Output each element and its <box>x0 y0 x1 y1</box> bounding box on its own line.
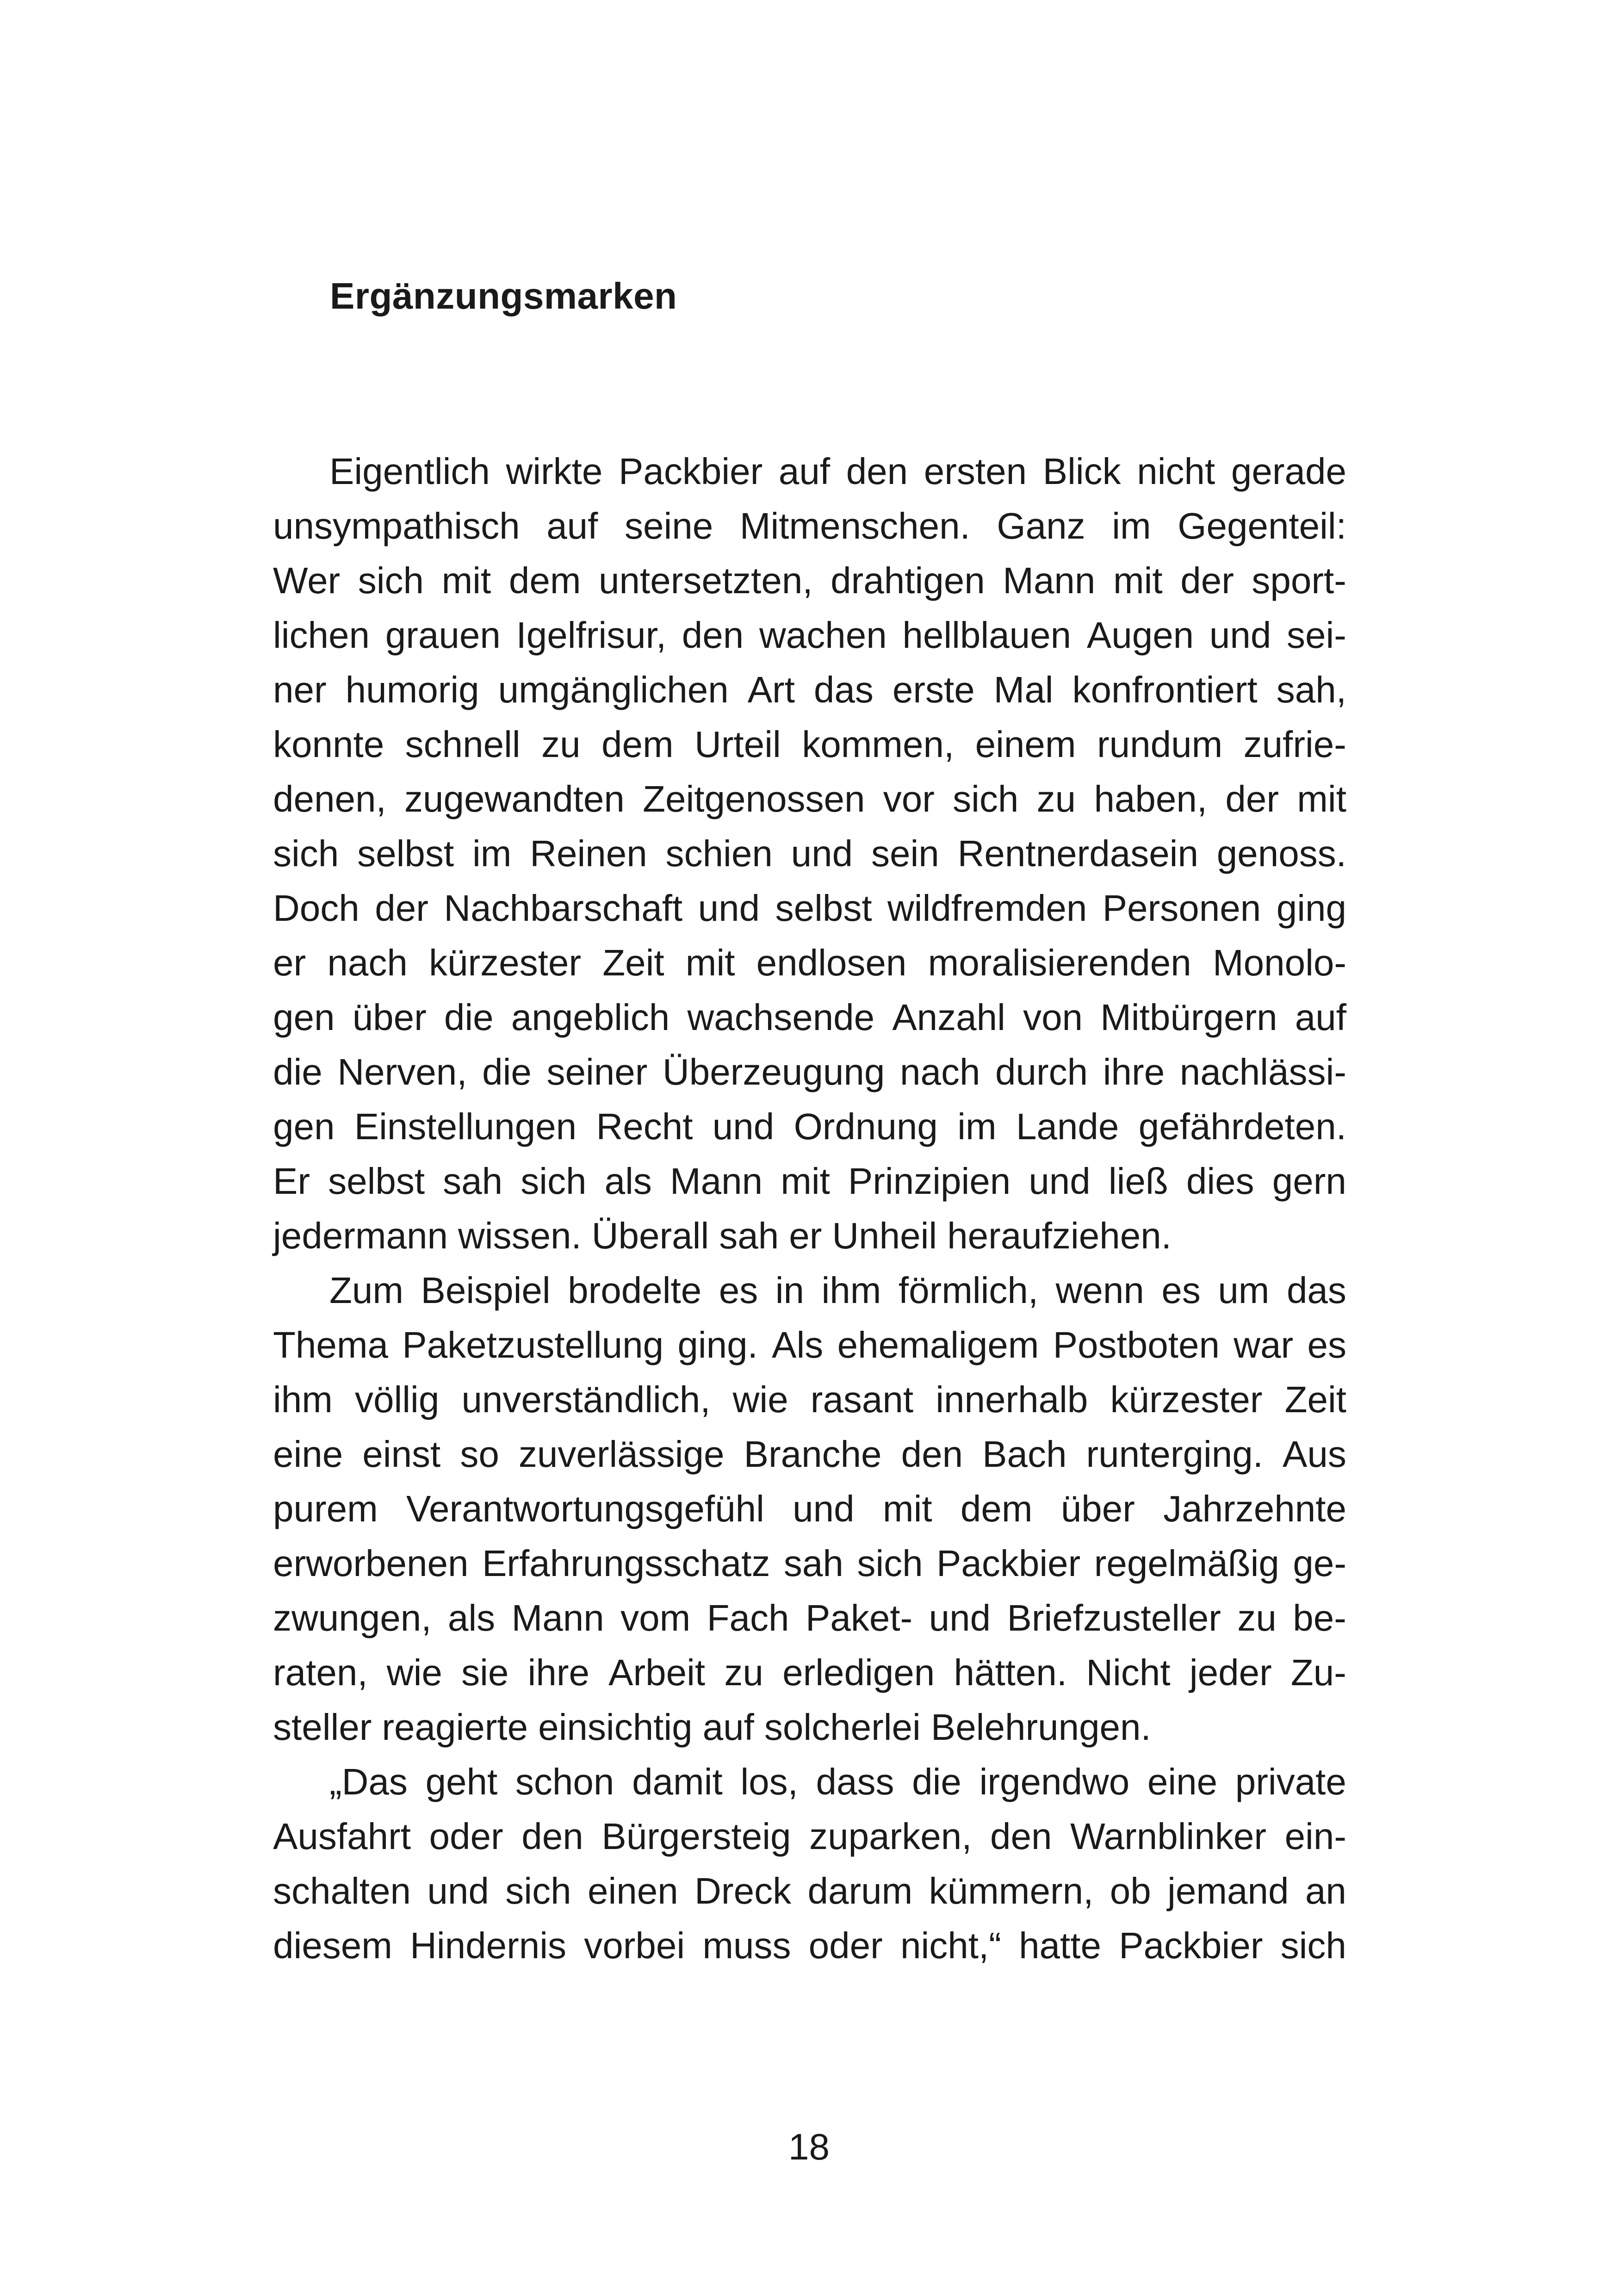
text-line: zwungen, als Mann vom Fach Paket- und Briefzusteller zu be- <box>273 1597 1346 1638</box>
text-line: unsympathisch auf seine Mitmenschen. Ganz im Gegenteil: <box>273 505 1346 546</box>
text-line: konnte schnell zu dem Urteil kommen, einem rundum zufrie- <box>273 724 1346 765</box>
text-line: er nach kürzester Zeit mit endlosen moralisierenden Monolo- <box>273 942 1346 983</box>
page-number: 18 <box>788 2126 830 2167</box>
text-line: gen über die angeblich wachsende Anzahl von Mitbürgern auf <box>273 997 1346 1038</box>
text-line: Zum Beispiel brodelte es in ihm förmlich, wenn es um das <box>329 1270 1346 1311</box>
text-line: sich selbst im Reinen schien und sein Rentnerdasein genoss. <box>273 833 1346 874</box>
text-line: lichen grauen Igelfrisur, den wachen hellblauen Augen und sei- <box>273 614 1346 656</box>
text-line: raten, wie sie ihre Arbeit zu erledigen hätten. Nicht jeder Zu- <box>273 1652 1346 1693</box>
text-line: steller reagierte einsichtig auf solcherlei Belehrungen. <box>273 1706 1151 1748</box>
text-line: „Das geht schon damit los, dass die irgendwo eine private <box>329 1761 1346 1802</box>
text-line: Doch der Nachbarschaft und selbst wildfremden Personen ging <box>273 887 1346 929</box>
text-line: die Nerven, die seiner Überzeugung nach durch ihre nachlässi- <box>273 1051 1346 1092</box>
text-line: gen Einstellungen Recht und Ordnung im Lande gefährdeten. <box>273 1106 1346 1147</box>
text-line: Er selbst sah sich als Mann mit Prinzipien und ließ dies gern <box>273 1160 1346 1202</box>
text-line: Ausfahrt oder den Bürgersteig zuparken, den Warnblinker ein- <box>273 1816 1346 1857</box>
text-line: diesem Hindernis vorbei muss oder nicht,“ hatte Packbier sich <box>273 1925 1346 1966</box>
body-text <box>273 444 1346 1973</box>
text-line: ihm völlig unverständlich, wie rasant innerhalb kürzester Zeit <box>273 1379 1346 1420</box>
text-line: purem Verantwortungsgefühl und mit dem über Jahrzehnte <box>273 1488 1346 1529</box>
text-line: jedermann wissen. Überall sah er Unheil heraufziehen. <box>273 1215 1172 1256</box>
text-line: erworbenen Erfahrungsschatz sah sich Packbier regelmäßig ge- <box>273 1543 1346 1584</box>
text-line: Wer sich mit dem untersetzten, drahtigen Mann mit der sport- <box>273 560 1346 601</box>
paragraph <box>273 444 1346 1263</box>
text-line: eine einst so zuverlässige Branche den Bach runterging. Aus <box>273 1433 1346 1475</box>
chapter-title: Ergänzungsmarken <box>330 275 677 316</box>
text-line: schalten und sich einen Dreck darum kümmern, ob jemand an <box>273 1870 1346 1911</box>
text-line: denen, zugewandten Zeitgenossen vor sich zu haben, der mit <box>273 778 1346 819</box>
text-line: ner humorig umgänglichen Art das erste Mal konfrontiert sah, <box>273 669 1346 710</box>
text-line: Thema Paketzustellung ging. Als ehemaligem Postboten war es <box>273 1324 1346 1365</box>
text-line: Eigentlich wirkte Packbier auf den ersten Blick nicht gerade <box>329 451 1346 492</box>
paragraph <box>273 1263 1346 1755</box>
paragraph <box>273 1755 1346 1973</box>
